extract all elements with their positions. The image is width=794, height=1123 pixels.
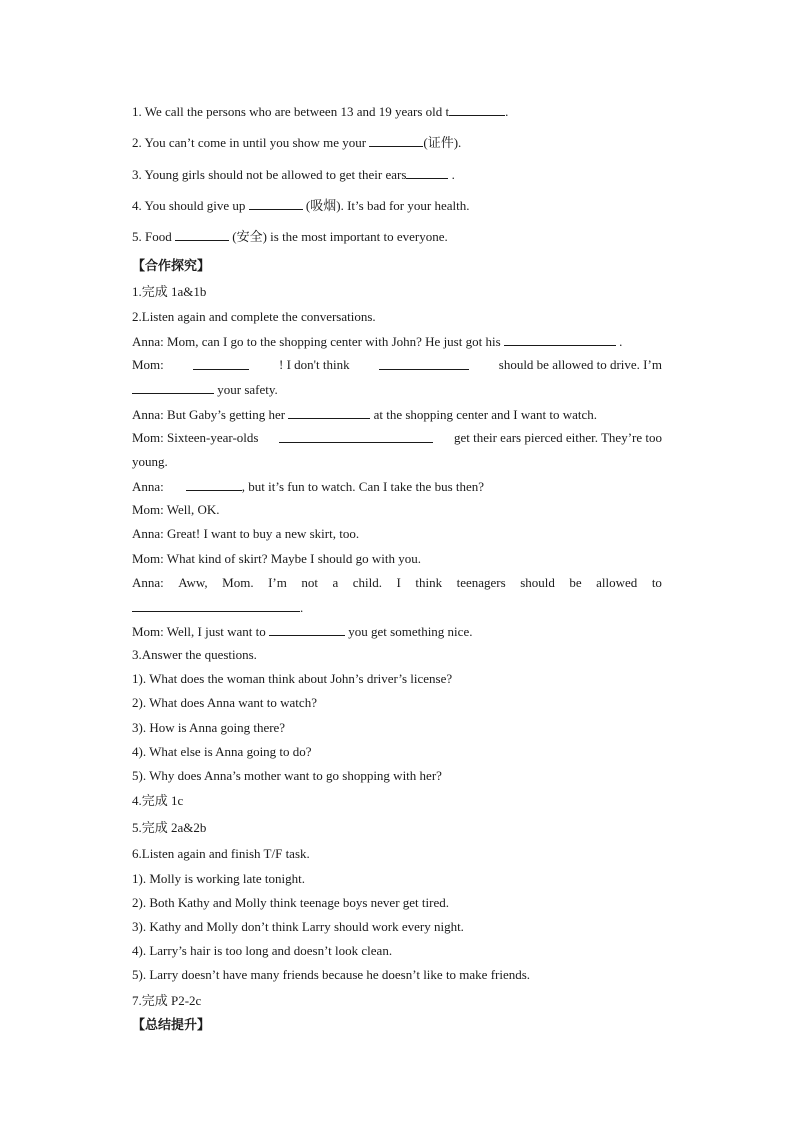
conversation-line-9: Anna: Great! I want to buy a new skirt, too. (132, 526, 360, 541)
task-2: 2.Listen again and complete the conversations. (132, 309, 376, 324)
prequiz-text: 1. We call the persons who are between 13 and 19 years old t (132, 104, 450, 119)
speaker-label: Anna: (132, 479, 164, 494)
conversation-text: should be allowed to drive. I’m (498, 357, 662, 372)
conversation-line-7 (132, 478, 662, 495)
word: Mom. (222, 575, 254, 590)
prequiz-text: 5. Food (132, 229, 175, 244)
conversation-line-6: young. (132, 454, 168, 469)
conversation-text: . (300, 600, 304, 615)
prequiz-item-5 (132, 228, 662, 245)
answer-blank[interactable] (449, 103, 505, 116)
word: allowed (596, 575, 638, 590)
conversation-text: get their ears pierced either. They’re too (453, 430, 662, 445)
question-item: 1). What does the woman think about John’s driver’s license? (132, 671, 453, 686)
conversation-text: Anna: But Gaby’s getting her (132, 407, 289, 422)
task-6: 6.Listen again and finish T/F task. (132, 846, 310, 861)
word: teenagers (456, 575, 506, 590)
prequiz-text: (安全) is the most important to everyone. (228, 229, 448, 244)
prequiz-text: . (448, 167, 455, 182)
section-heading-summary: 【总结提升】 (132, 1018, 211, 1033)
prequiz-text: (吸烟). It’s bad for your health. (302, 198, 470, 213)
prequiz-text: (证件). (423, 135, 462, 150)
conversation-line-4 (132, 406, 662, 423)
conversation-line-12 (132, 599, 662, 616)
conversation-line-11 (132, 575, 662, 591)
answer-blank[interactable] (269, 623, 345, 636)
task-5: 5.完成 2a&2b (132, 820, 207, 835)
question-item: 2). What does Anna want to watch? (132, 695, 317, 710)
answer-blank[interactable] (186, 478, 242, 491)
section-heading-cooperate: 【合作探究】 (132, 259, 211, 274)
task-4: 4.完成 1c (132, 793, 184, 808)
answer-blank[interactable] (504, 333, 616, 346)
tf-item: 2). Both Kathy and Molly think teenage boys never get tired. (132, 895, 449, 910)
word: should (520, 575, 555, 590)
tf-item: 3). Kathy and Molly don’t think Larry should work every night. (132, 919, 464, 934)
task-3: 3.Answer the questions. (132, 647, 257, 662)
conversation-text: ! I don't think (278, 357, 350, 372)
prequiz-item-4 (132, 197, 662, 214)
answer-blank[interactable] (369, 134, 423, 147)
word: not (301, 575, 318, 590)
conversation-text: your safety. (214, 382, 278, 397)
prequiz-item-3 (132, 166, 662, 183)
speaker-label: Mom: (132, 357, 164, 372)
prequiz-item-1 (132, 103, 662, 120)
conversation-text: Mom: Well, I just want to (132, 624, 270, 639)
word: Anna: (132, 575, 164, 590)
answer-blank[interactable] (279, 430, 433, 443)
answer-blank[interactable] (132, 599, 300, 612)
conversation-text: Mom: Sixteen-year-olds (132, 430, 259, 445)
word: I (396, 575, 401, 590)
word: child. (352, 575, 383, 590)
prequiz-text: 3. Young girls should not be allowed to get their ears (132, 167, 407, 182)
conversation-line-13 (132, 623, 662, 640)
prequiz-text: 4. You should give up (132, 198, 249, 213)
word: to (651, 575, 662, 590)
word: be (569, 575, 582, 590)
conversation-text: at the shopping center and I want to watch. (370, 407, 598, 422)
answer-blank[interactable] (249, 197, 303, 210)
conversation-line-3 (132, 381, 662, 398)
conversation-line-1 (132, 333, 662, 350)
conversation-line-10: Mom: What kind of skirt? Maybe I should go with you. (132, 551, 421, 566)
prequiz-text: 2. You can’t come in until you show me your (132, 135, 370, 150)
prequiz-text: . (505, 104, 509, 119)
answer-blank[interactable] (406, 166, 448, 179)
conversation-text: . (615, 334, 623, 349)
question-item: 5). Why does Anna’s mother want to go shopping with her? (132, 768, 442, 783)
tf-item: 4). Larry’s hair is too long and doesn’t look clean. (132, 943, 393, 958)
task-7: 7.完成 P2-2c (132, 993, 202, 1008)
word: a (332, 575, 339, 590)
conversation-text: , but it’s fun to watch. Can I take the bus then? (241, 479, 485, 494)
conversation-text: you get something nice. (345, 624, 473, 639)
prequiz-item-2 (132, 134, 662, 151)
question-item: 4). What else is Anna going to do? (132, 744, 312, 759)
task-1: 1.完成 1a&1b (132, 284, 207, 299)
answer-blank[interactable] (175, 228, 229, 241)
tf-item: 5). Larry doesn’t have many friends because he doesn’t like to make friends. (132, 967, 531, 982)
conversation-line-8: Mom: Well, OK. (132, 502, 220, 517)
question-item: 3). How is Anna going there? (132, 720, 286, 735)
word: Aww, (178, 575, 208, 590)
tf-item: 1). Molly is working late tonight. (132, 871, 305, 886)
conversation-line-5 (132, 430, 662, 446)
conversation-line-2 (132, 357, 662, 373)
conversation-text: Anna: Mom, can I go to the shopping center with John? He just got his (132, 334, 504, 349)
answer-blank[interactable] (288, 406, 370, 419)
word: I’m (268, 575, 287, 590)
answer-blank[interactable] (193, 357, 249, 370)
word: think (415, 575, 443, 590)
answer-blank[interactable] (379, 357, 469, 370)
answer-blank[interactable] (132, 381, 214, 394)
